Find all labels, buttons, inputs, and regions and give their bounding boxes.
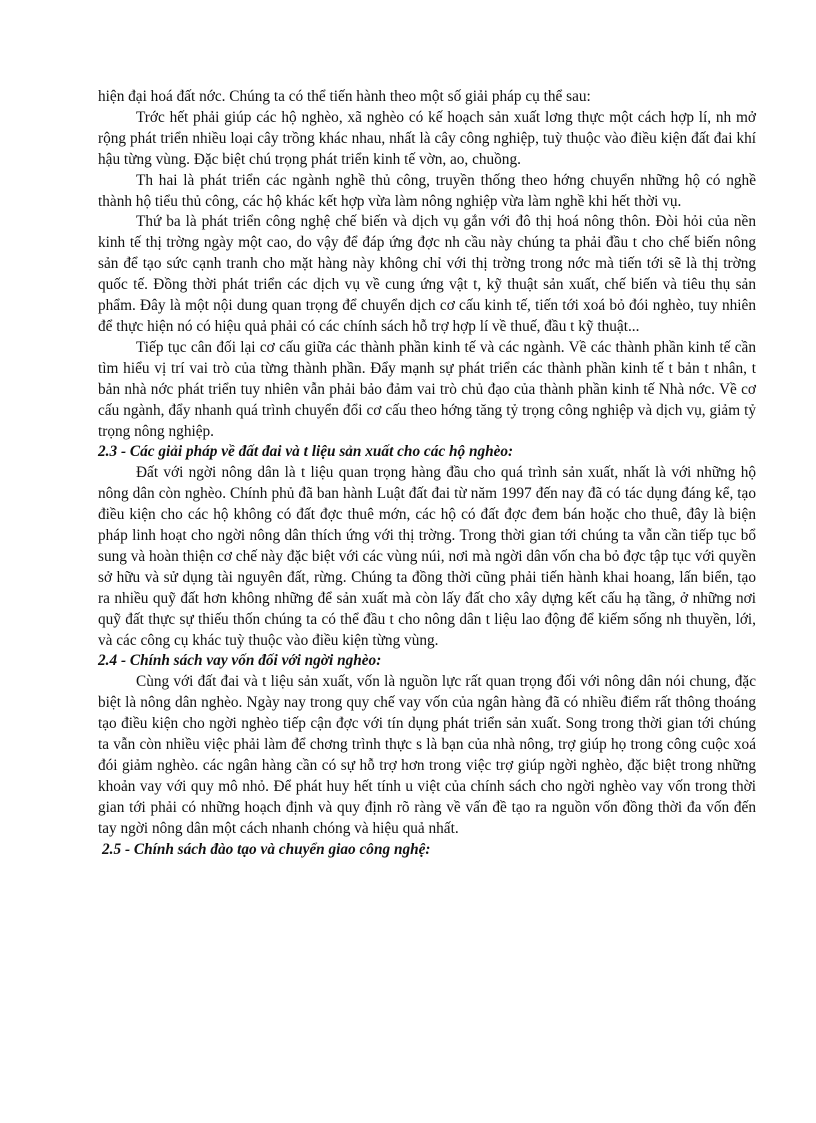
paragraph-land-solutions: Đất với ngời nông dân là t liệu quan trọng hàng đầu cho quá trình sản xuất, nhất là với những hộ nông dân còn nghèo. Chính phủ đã ban hành Luật đất đai từ năm 1997 đến nay đã có tác dụng đáng kể, tạo điều kiện cho các hộ không có đất đợc thuê mớn, các hộ có đất đợc đem bán hoặc cho thuê, đây là biện pháp linh hoạt cho ngời nông dân thích ứng với thị trờng. Trong thời gian tới chúng ta vẫn cần tiếp tục bổ sung và hoàn thiện cơ chế này đặc biệt với các vùng núi, nơi mà ngời dân vốn cha bỏ đợc tập tục với quyền sở hữu và sử dụng tài nguyên đất, rừng. Chúng ta đồng thời cũng phải tiến hành khai hoang, lấn biển, tạo ra nhiều quỹ đất hơn không những để sản xuất mà còn lấy đất cho xây dựng kết cấu hạ tầng, ở những nơi quỹ đất thực sự thiếu thốn chúng ta có thể đầu t cho nông dân t liệu lao động để kiếm sống nh thuyền, lới, và các công cụ khác tuỳ thuộc vào điều kiện từng vùng. — [98, 464, 756, 649]
heading-section-2-4: 2.4 - Chính sách vay vốn đối với ngời nghèo: — [98, 652, 382, 670]
paragraph-third-solution: Thứ ba là phát triển công nghệ chế biến và dịch vụ gắn với đô thị hoá nông thôn. Đòi hỏi của nền kinh tế thị trờng ngày một cao, do vậy để đáp ứng đợc nh cầu này chúng ta phải đầu t cho chế biến nông sản để tạo sức cạnh tranh cho mặt hàng này không chỉ với thị trờng trong nớc mà tiến tới sẽ là thị trờng quốc tế. Đồng thời phát triển các dịch vụ về cung ứng vật t, kỹ thuật sản xuất, chế biến và tiêu thụ sản phẩm. Đây là một nội dung quan trọng để chuyển dịch cơ cấu kinh tế, tiến tới xoá bỏ đói nghèo, tuy nhiên để thực hiện nó có hiệu quả phải có các chính sách hỗ trợ hợp lí về thuế, đầu t kỹ thuật... — [98, 213, 756, 335]
paragraph-loan-policy: Cùng với đất đai và t liệu sản xuất, vốn là nguồn lực rất quan trọng đối với nông dân nói chung, đặc biệt là nông dân nghèo. Ngày nay trong quy chế vay vốn của ngân hàng đã có nhiều điểm rất thông thoáng tạo điều kiện cho ngời nghèo tiếp cận đợc với tín dụng phát triển sản xuất. Song trong thời gian tới chúng ta vẫn còn nhiều việc phải làm để chơng trình thực s là bạn của nhà nông, trợ giúp họ trong công cuộc xoá đói giảm nghèo. các ngân hàng cần có sự hỗ trợ hơn trong việc trợ giúp ngời nghèo, đặc biệt trong những khoản vay với quy mô nhỏ. Để phát huy hết tính u việt của chính sách cho ngời nghèo vay vốn trong thời gian tới phải có những hoạch định và quy định rõ ràng về vấn đề tạo ra nguồn vốn đồng thời đa vốn đến tay ngời nông dân một cách nhanh chóng và hiệu quả nhất. — [98, 673, 756, 837]
paragraph-second-solution: Th hai là phát triển các ngành nghề thủ công, truyền thống theo hớng chuyển những hộ có nghề thành hộ tiểu thủ công, các hộ khác kết hợp vừa làm nông nghiệp vừa làm nghề khi hết thời vụ. — [98, 171, 756, 210]
paragraph-economic-structure: Tiếp tục cân đối lại cơ cấu giữa các thành phần kinh tế và các ngành. Về các thành phần kinh tế cần tìm hiểu vị trí vai trò của từng thành phần. Đẩy mạnh sự phát triển các thành phần kinh tế t bản t nhân, t bản nhà nớc phát triển tuy nhiên vẫn phải bảo đảm vai trò chủ đạo của thành phần kinh tế Nhà nớc. Về cơ cấu ngành, đẩy nhanh quá trình chuyển đổi cơ cấu theo hớng tăng tỷ trọng công nghiệp và dịch vụ, giảm tỷ trọng nông nghiệp. — [98, 338, 756, 440]
paragraph-first-solution: Trớc hết phải giúp các hộ nghèo, xã nghèo có kế hoạch sản xuất lơng thực một cách hợp lí, nh mở rộng phát triển nhiều loại cây trồng khác nhau, nhất là cây công nghiệp, tuỳ thuộc vào điều kiện đất đai khí hậu từng vùng. Đặc biệt chú trọng phát triển kinh tế vờn, ao, chuồng. — [98, 108, 756, 168]
heading-section-2-5: 2.5 - Chính sách đào tạo và chuyển giao công nghệ: — [102, 840, 431, 858]
paragraph-intro: hiện đại hoá đất nớc. Chúng ta có thể tiến hành theo một số giải pháp cụ thể sau: — [98, 88, 591, 105]
heading-section-2-3: 2.3 - Các giải pháp về đất đai và t liệu sản xuất cho các hộ nghèo: — [98, 443, 514, 461]
